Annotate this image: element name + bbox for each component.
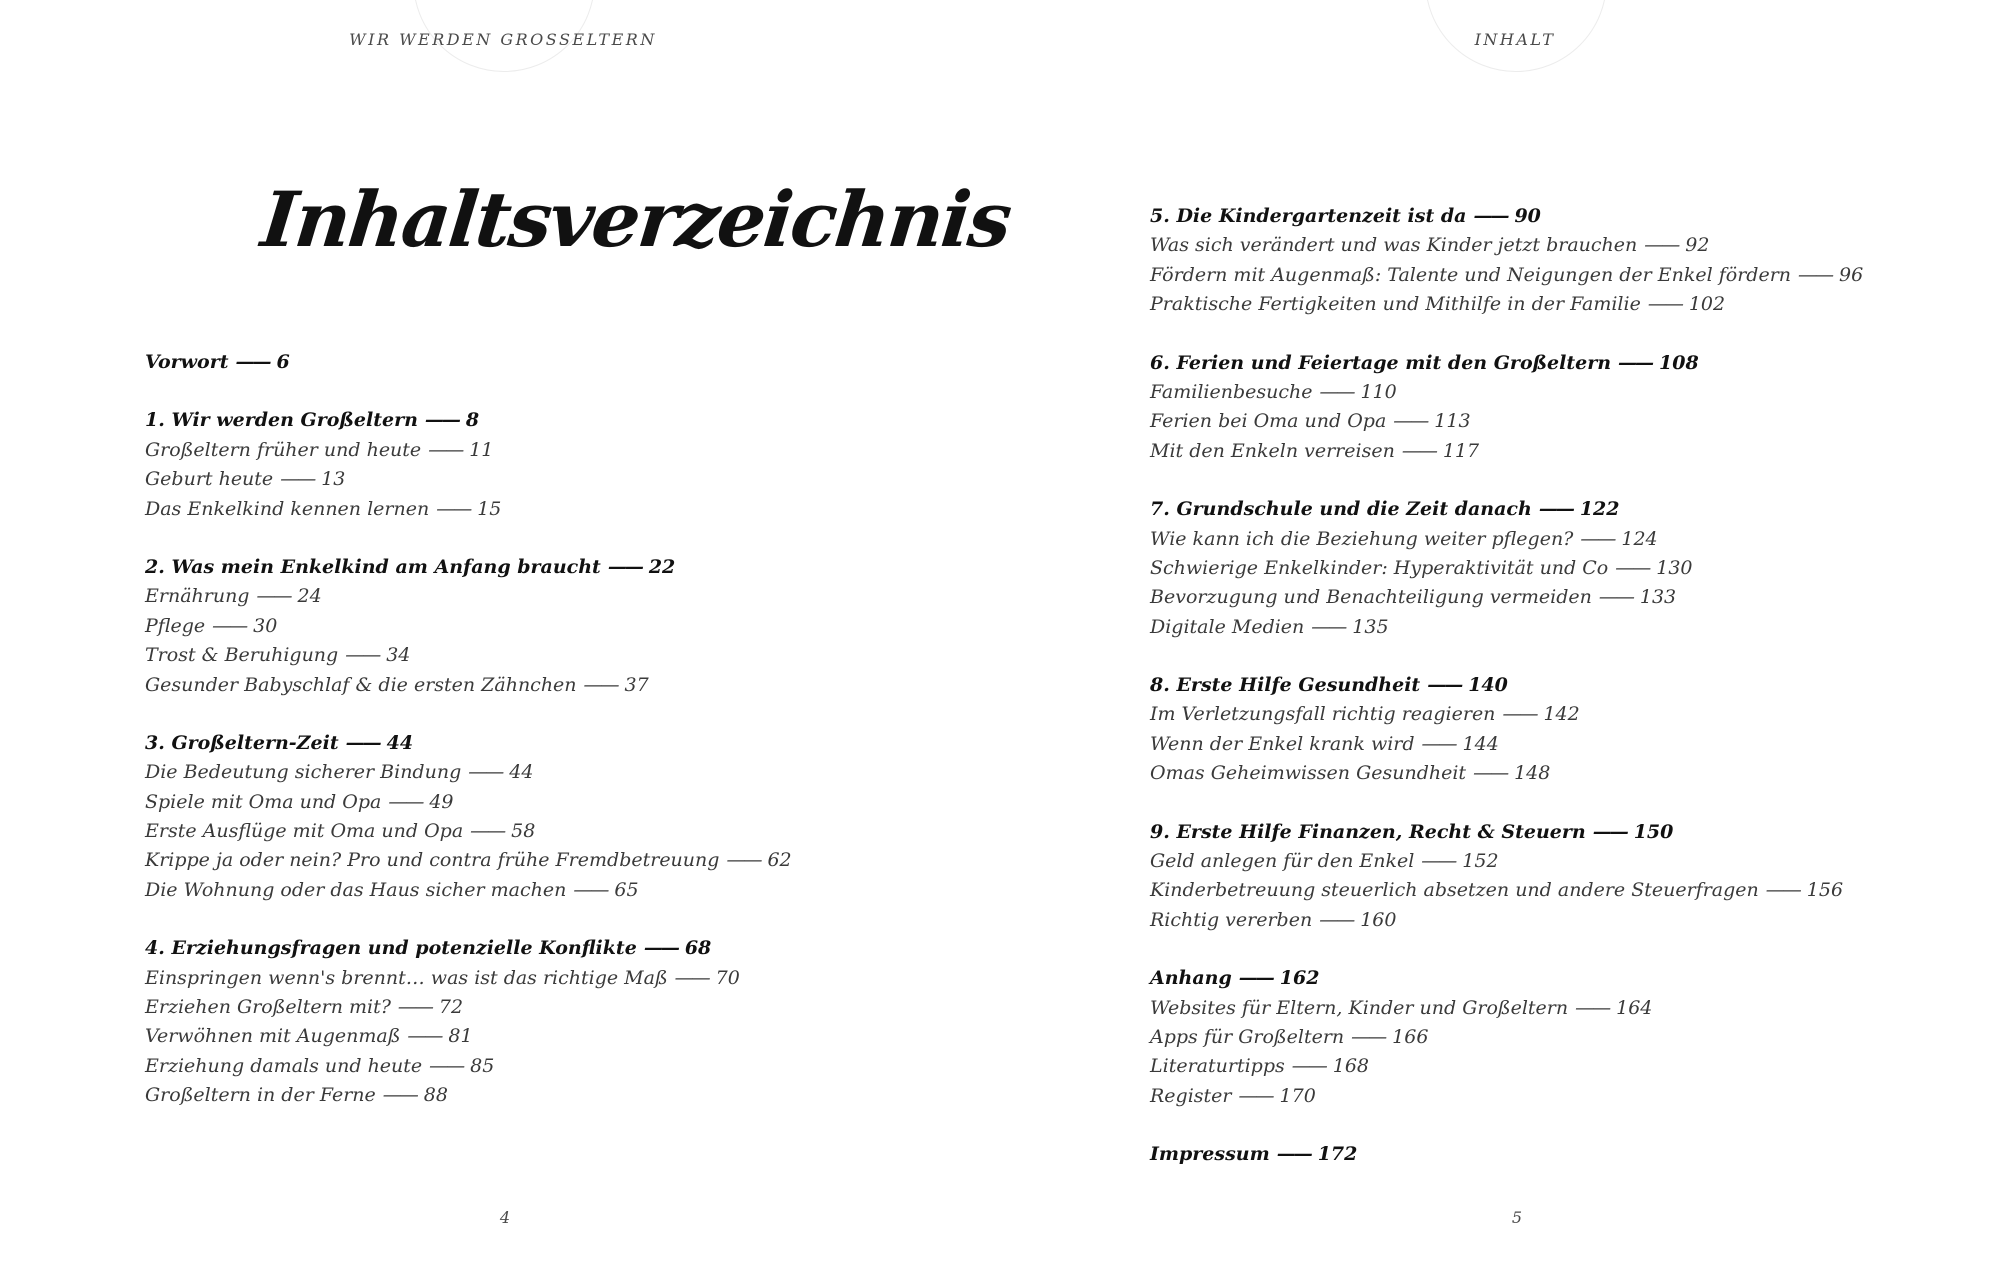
page-ref: 170 <box>1279 1084 1316 1107</box>
entry-title: Geburt heute <box>145 468 274 491</box>
page-ref: 62 <box>767 849 792 872</box>
leader-dash: —— <box>429 1054 464 1077</box>
toc-entry <box>1150 583 1863 612</box>
page-ref: 85 <box>470 1054 495 1077</box>
entry-title: Großeltern früher und heute <box>145 438 422 461</box>
toc-entry <box>1150 906 1863 935</box>
toc-entry <box>1150 290 1863 319</box>
toc-section <box>1150 964 1863 1111</box>
entry-title: Spiele mit Oma und Opa <box>145 790 382 813</box>
chapter-title: Vorwort <box>145 351 229 373</box>
entry-title: Ernährung <box>145 585 250 608</box>
page-ref: 34 <box>386 644 411 667</box>
page-number: 5 <box>1511 1208 1523 1227</box>
chapter-title: 9. Erste Hilfe Finanzen, Recht & Steuern <box>1150 820 1586 843</box>
entry-title: Digitale Medien <box>1150 615 1305 638</box>
page-ref: 124 <box>1621 527 1658 550</box>
entry-title: Erziehen Großeltern mit? <box>145 996 391 1019</box>
toc-entry <box>1150 525 1863 554</box>
toc-section <box>145 348 792 377</box>
page-ref: 22 <box>648 555 676 578</box>
page-ref: 13 <box>321 468 346 491</box>
leader-dash: —— <box>1580 527 1615 550</box>
entry-title: Verwöhnen mit Augenmaß <box>145 1025 401 1048</box>
entry-title: Websites für Eltern, Kinder und Großeltern <box>1150 996 1569 1019</box>
leader-dash: —— <box>1765 879 1800 902</box>
page-ref: 96 <box>1839 263 1864 286</box>
entry-title: Pflege <box>145 614 206 637</box>
entry-title: Fördern mit Augenmaß: Talente und Neigungen der Enkel fördern <box>1150 263 1792 286</box>
toc-entry <box>145 641 792 670</box>
toc-entry <box>145 846 792 875</box>
entry-title: Einspringen wenn's brennt… was ist das richtige Maß <box>145 966 668 989</box>
page-ref: 49 <box>429 790 454 813</box>
page-ref: 164 <box>1616 996 1653 1019</box>
page-ref: 122 <box>1579 498 1620 521</box>
toc-entry <box>1150 847 1863 876</box>
page-ref: 102 <box>1688 293 1726 316</box>
toc-section <box>1150 349 1863 467</box>
toc-chapter <box>145 729 792 758</box>
toc-chapter <box>1150 671 1863 700</box>
toc-entry <box>1150 613 1863 642</box>
leader-dash: —— <box>1238 1084 1273 1107</box>
running-head: WIR WERDEN GROSSELTERN <box>349 30 657 49</box>
chapter-title: Anhang <box>1150 967 1232 990</box>
toc-entry <box>145 465 792 494</box>
page-ref: 117 <box>1442 439 1480 462</box>
page-ref: 172 <box>1317 1143 1358 1166</box>
toc-entry <box>1150 407 1863 436</box>
toc-entry <box>1150 1082 1863 1111</box>
leader-dash: —— <box>1311 615 1346 638</box>
chapter-title: 8. Erste Hilfe Gesundheit <box>1150 674 1421 697</box>
entry-title: Trost & Beruhigung <box>145 644 339 667</box>
page-ref: 88 <box>423 1084 448 1107</box>
leader-dash: —— <box>1592 820 1627 843</box>
page-ref: 68 <box>684 937 712 960</box>
leader-dash: —— <box>1421 732 1456 755</box>
leader-dash: —— <box>1598 586 1633 609</box>
running-head: INHALT <box>1474 30 1556 49</box>
leader-dash: —— <box>1291 1055 1326 1078</box>
page-ref: 24 <box>297 585 322 608</box>
leader-dash: —— <box>424 409 459 432</box>
toc-section <box>145 553 792 700</box>
toc-entry <box>145 1052 792 1081</box>
page-ref: 168 <box>1332 1055 1369 1078</box>
toc-entry <box>145 758 792 787</box>
leader-dash: —— <box>1427 674 1462 697</box>
page-ref: 90 <box>1514 205 1541 227</box>
entry-title: Ferien bei Oma und Opa <box>1150 410 1387 433</box>
toc-entry <box>145 964 792 993</box>
page-ref: 148 <box>1514 762 1551 785</box>
toc-column <box>1150 202 1863 1199</box>
page-ref: 44 <box>509 761 534 784</box>
leader-dash: —— <box>1319 380 1354 403</box>
toc-section <box>145 406 792 524</box>
page-ref: 70 <box>715 966 740 989</box>
toc-chapter <box>145 348 792 377</box>
entry-title: Literaturtipps <box>1150 1055 1285 1078</box>
page-ref: 92 <box>1685 234 1710 257</box>
page-ref: 30 <box>253 614 278 637</box>
toc-entry <box>145 1081 792 1110</box>
page-ref: 81 <box>448 1025 473 1048</box>
entry-title: Kinderbetreuung steuerlich absetzen und andere Steuerfragen <box>1150 879 1759 902</box>
toc-entry <box>145 1022 792 1051</box>
entry-title: Das Enkelkind kennen lernen <box>145 497 430 520</box>
leader-dash: —— <box>583 673 618 696</box>
entry-title: Schwierige Enkelkinder: Hyperaktivität und Co <box>1150 556 1609 579</box>
entry-title: Geld anlegen für den Enkel <box>1150 850 1415 873</box>
page-ref: 135 <box>1352 615 1389 638</box>
toc-chapter <box>1150 964 1863 993</box>
entry-title: Die Wohnung oder das Haus sicher machen <box>145 878 567 901</box>
leader-dash: —— <box>1575 996 1610 1019</box>
toc-entry <box>145 788 792 817</box>
toc-chapter <box>145 553 792 582</box>
page-ref: 15 <box>477 497 502 520</box>
toc-section <box>1150 671 1863 789</box>
toc-section <box>1150 495 1863 642</box>
page-ref: 44 <box>386 731 414 754</box>
page-ref: 108 <box>1659 351 1699 374</box>
leader-dash: —— <box>1238 967 1273 990</box>
toc-chapter <box>1150 1140 1863 1169</box>
toc-section <box>1150 1140 1863 1169</box>
toc-chapter <box>1150 495 1863 524</box>
entry-title: Praktische Fertigkeiten und Mithilfe in der Familie <box>1150 293 1641 316</box>
page-ref: 152 <box>1462 850 1499 873</box>
entry-title: Die Bedeutung sicherer Bindung <box>145 761 462 784</box>
toc-entry <box>145 612 792 641</box>
page-ref: 113 <box>1434 410 1471 433</box>
leader-dash: —— <box>573 878 608 901</box>
leader-dash: —— <box>607 555 642 578</box>
leader-dash: —— <box>1393 410 1428 433</box>
leader-dash: —— <box>1421 850 1456 873</box>
page-ref: 58 <box>511 820 536 843</box>
leader-dash: —— <box>470 820 505 843</box>
page-ref: 6 <box>276 351 290 373</box>
toc-entry <box>1150 994 1863 1023</box>
chapter-title: Impressum <box>1150 1143 1270 1166</box>
leader-dash: —— <box>407 1025 442 1048</box>
toc-entry <box>1150 759 1863 788</box>
leader-dash: —— <box>674 966 709 989</box>
entry-title: Apps für Großeltern <box>1150 1025 1345 1048</box>
leader-dash: —— <box>382 1084 417 1107</box>
entry-title: Erziehung damals und heute <box>145 1054 423 1077</box>
chapter-title: 2. Was mein Enkelkind am Anfang braucht <box>145 555 601 578</box>
toc-entry <box>145 671 792 700</box>
entry-title: Richtig vererben <box>1150 908 1313 931</box>
toc-chapter <box>145 934 792 963</box>
chapter-title: 1. Wir werden Großeltern <box>145 409 418 432</box>
leader-dash: —— <box>1618 351 1653 374</box>
leader-dash: —— <box>388 790 423 813</box>
page-ref: 37 <box>624 673 649 696</box>
page-ref: 130 <box>1656 556 1693 579</box>
entry-title: Bevorzugung und Benachteiligung vermeiden <box>1150 586 1592 609</box>
toc-section <box>145 729 792 905</box>
leader-dash: —— <box>1647 293 1682 316</box>
toc-entry <box>1150 876 1863 905</box>
toc-chapter <box>1150 818 1863 847</box>
page-ref: 8 <box>465 409 480 432</box>
page-ref: 166 <box>1392 1025 1429 1048</box>
leader-dash: —— <box>468 761 503 784</box>
leader-dash: —— <box>1401 439 1436 462</box>
chapter-title: 5. Die Kindergartenzeit ist da <box>1150 205 1467 227</box>
toc-entry <box>145 495 792 524</box>
chapter-title: 4. Erziehungsfragen und potenzielle Konflikte <box>145 937 637 960</box>
leader-dash: —— <box>1502 703 1537 726</box>
leader-dash: —— <box>345 731 380 754</box>
entry-title: Mit den Enkeln verreisen <box>1150 439 1395 462</box>
leader-dash: —— <box>643 937 678 960</box>
toc-section <box>1150 818 1863 936</box>
toc-entry <box>145 876 792 905</box>
toc-entry <box>1150 378 1863 407</box>
page-ref: 160 <box>1360 908 1397 931</box>
toc-entry <box>1150 261 1863 290</box>
leader-dash: —— <box>726 849 761 872</box>
toc-entry <box>145 582 792 611</box>
toc-title: Inhaltsverzeichnis <box>257 175 1015 264</box>
toc-entry <box>145 817 792 846</box>
toc-entry <box>1150 437 1863 466</box>
page-ref: 150 <box>1633 820 1674 843</box>
leader-dash: —— <box>1798 263 1833 286</box>
entry-title: Großeltern in der Ferne <box>145 1084 376 1107</box>
entry-title: Im Verletzungsfall richtig reagieren <box>1150 703 1496 726</box>
entry-title: Krippe ja oder nein? Pro und contra frühe Fremdbetreuung <box>145 849 720 872</box>
page-ref: 133 <box>1639 586 1677 609</box>
leader-dash: —— <box>1538 498 1573 521</box>
entry-title: Register <box>1150 1084 1232 1107</box>
entry-title: Familienbesuche <box>1150 380 1313 403</box>
leader-dash: —— <box>436 497 471 520</box>
chapter-title: 6. Ferien und Feiertage mit den Großeltern <box>1150 351 1612 374</box>
chapter-title: 7. Grundschule und die Zeit danach <box>1150 498 1532 521</box>
leader-dash: —— <box>1473 205 1508 227</box>
entry-title: Wie kann ich die Beziehung weiter pflegen? <box>1150 527 1574 550</box>
leader-dash: —— <box>256 585 291 608</box>
leader-dash: —— <box>1473 762 1508 785</box>
toc-entry <box>1150 554 1863 583</box>
leader-dash: —— <box>280 468 315 491</box>
leader-dash: —— <box>1351 1025 1386 1048</box>
page-ref: 65 <box>614 878 639 901</box>
page-ref: 156 <box>1806 879 1844 902</box>
toc-entry <box>1150 1023 1863 1052</box>
toc-entry <box>1150 231 1863 260</box>
page-ref: 11 <box>469 438 494 461</box>
right-page <box>1000 0 2000 1276</box>
entry-title: Erste Ausflüge mit Oma und Opa <box>145 820 464 843</box>
leader-dash: —— <box>212 614 247 637</box>
toc-entry <box>1150 700 1863 729</box>
toc-chapter <box>1150 202 1863 231</box>
leader-dash: —— <box>1319 908 1354 931</box>
leader-dash: —— <box>345 644 380 667</box>
toc-entry <box>145 993 792 1022</box>
entry-title: Omas Geheimwissen Gesundheit <box>1150 762 1467 785</box>
toc-section <box>1150 202 1863 320</box>
leader-dash: —— <box>428 438 463 461</box>
entry-title: Wenn der Enkel krank wird <box>1150 732 1415 755</box>
entry-title: Gesunder Babyschlaf & die ersten Zähnchen <box>145 673 577 696</box>
entry-title: Was sich verändert und was Kinder jetzt brauchen <box>1150 234 1638 257</box>
leader-dash: —— <box>235 351 270 373</box>
page-ref: 142 <box>1543 703 1580 726</box>
page-ref: 162 <box>1279 967 1320 990</box>
toc-entry <box>1150 730 1863 759</box>
toc-entry <box>1150 1052 1863 1081</box>
page-ref: 72 <box>438 996 464 1019</box>
page-ref: 140 <box>1468 674 1508 697</box>
toc-section <box>145 934 792 1110</box>
chapter-title: 3. Großeltern-Zeit <box>145 731 339 754</box>
page-ref: 144 <box>1462 732 1499 755</box>
page-ref: 110 <box>1360 380 1397 403</box>
toc-chapter <box>145 406 792 435</box>
page-number: 4 <box>499 1208 511 1227</box>
leader-dash: —— <box>1644 234 1679 257</box>
toc-entry <box>145 436 792 465</box>
leader-dash: —— <box>397 996 432 1019</box>
toc-chapter <box>1150 349 1863 378</box>
leader-dash: —— <box>1615 556 1650 579</box>
leader-dash: —— <box>1276 1143 1311 1166</box>
toc-column <box>145 348 792 1140</box>
